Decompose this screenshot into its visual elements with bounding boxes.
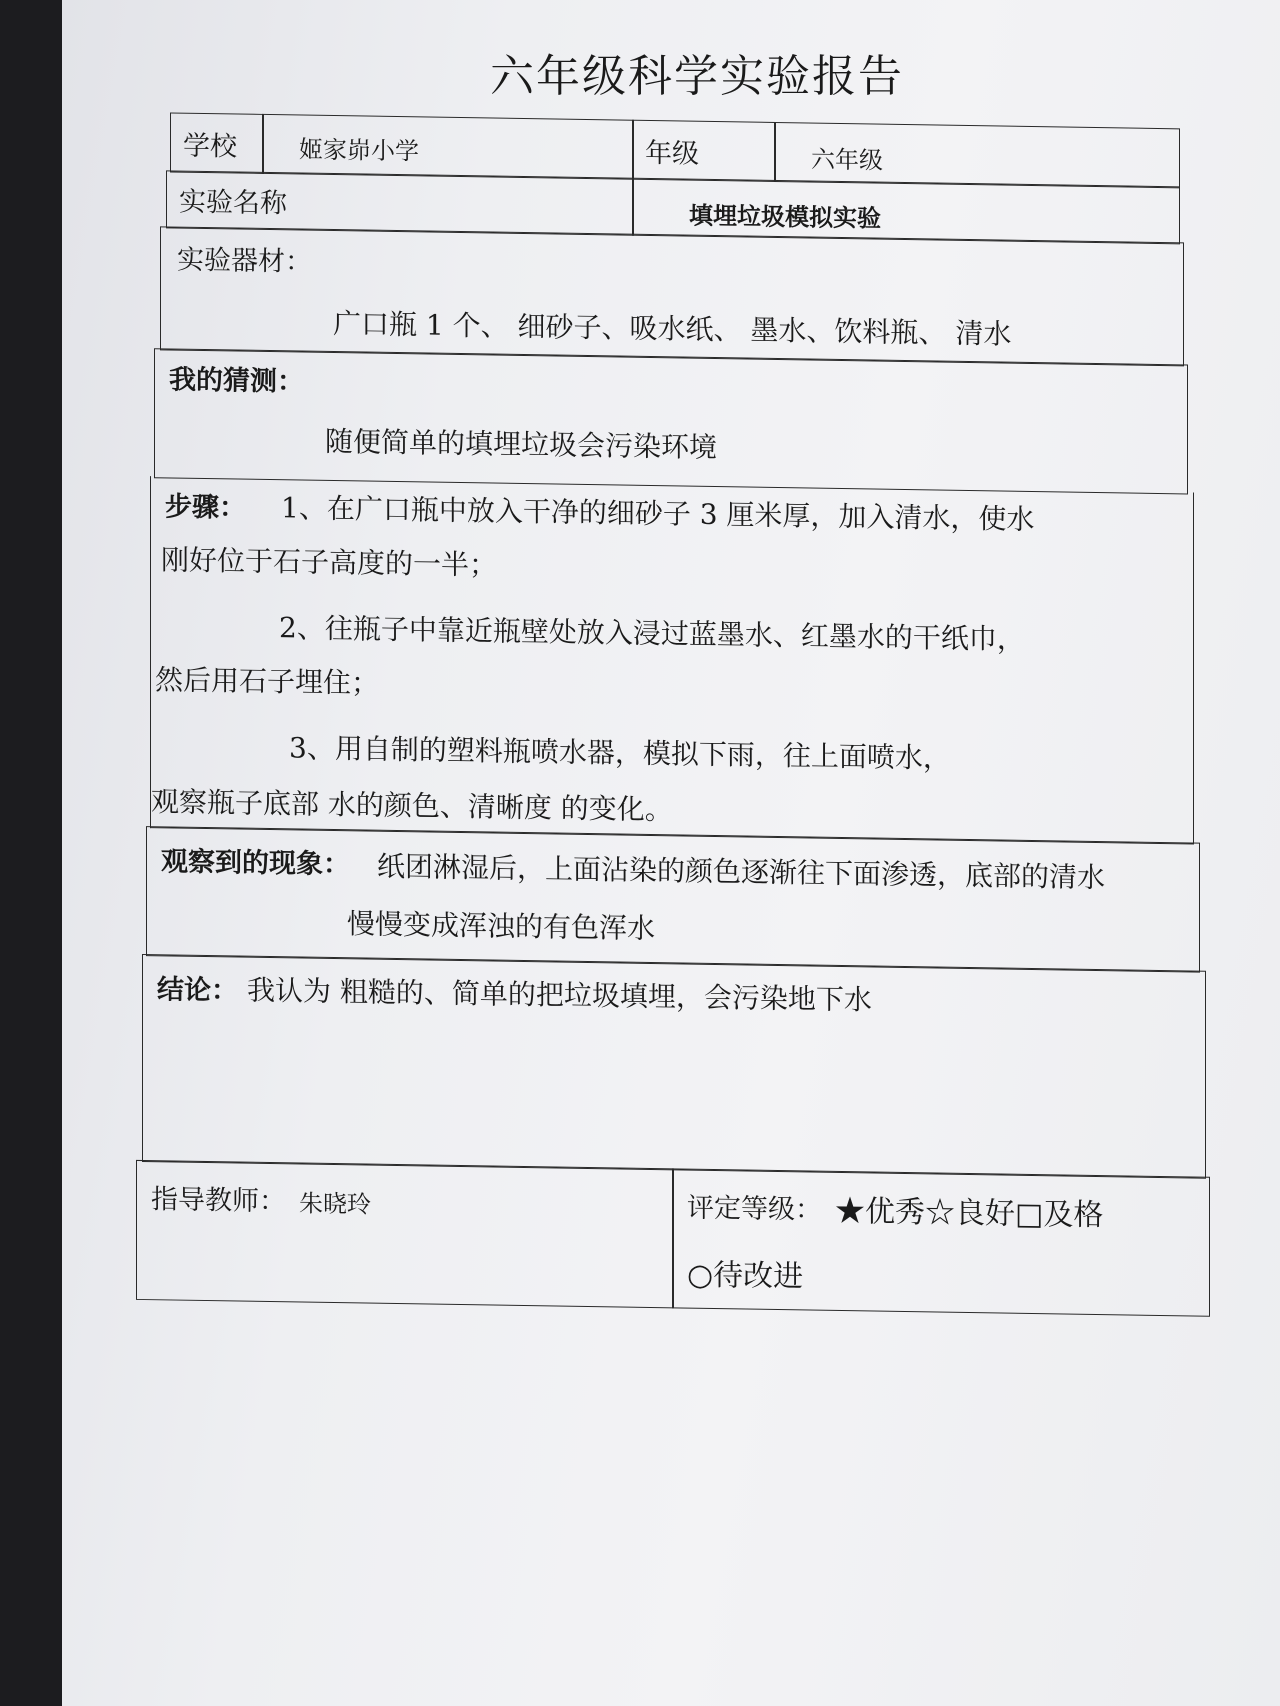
steps-label: 步骤： bbox=[165, 491, 246, 524]
step-2-line-1: 2、往瓶子中靠近瓶壁处放入浸过蓝墨水、红墨水的干纸巾， bbox=[279, 611, 1025, 656]
guess-value: 随便简单的填埋垃圾会污染环境 bbox=[325, 424, 718, 465]
experiment-name-value: 填埋垃圾模拟实验 bbox=[689, 200, 881, 233]
school-value-cell bbox=[262, 114, 634, 180]
report-title: 六年级科学实验报告 bbox=[490, 51, 904, 102]
school-value: 姬家峁小学 bbox=[299, 135, 419, 166]
school-label-cell bbox=[170, 112, 264, 173]
guess-label: 我的猜测： bbox=[169, 364, 304, 398]
materials-label: 实验器材： bbox=[177, 244, 312, 278]
observation-label: 观察到的现象： bbox=[161, 846, 350, 881]
report-form-table bbox=[140, 112, 1190, 1448]
steps-cell bbox=[150, 476, 1194, 844]
step-2-line-2: 然后用石子埋住； bbox=[155, 663, 380, 700]
experiment-name-label-cell bbox=[166, 170, 634, 235]
observation-line-1: 纸团淋湿后，上面沾染的颜色逐渐往下面渗透，底部的清水 bbox=[377, 849, 1106, 895]
teacher-cell bbox=[136, 1160, 674, 1308]
step-3-line-1: 3、用自制的塑料瓶喷水器，模拟下雨，往上面喷水， bbox=[289, 731, 951, 775]
guess-cell bbox=[154, 348, 1188, 494]
conclusion-label: 结论： bbox=[157, 974, 238, 1007]
step-1-line-2: 刚好位于石子高度的一半； bbox=[161, 543, 498, 582]
observation-cell bbox=[146, 826, 1200, 973]
grade-label-cell bbox=[632, 120, 776, 182]
conclusion-value: 我认为 粗糙的、简单的把垃圾填埋，会污染地下水 bbox=[247, 973, 872, 1017]
rating-cell bbox=[672, 1168, 1210, 1316]
experiment-name-label: 实验名称 bbox=[179, 186, 287, 220]
rating-options-line-2: ○待改进 bbox=[687, 1257, 804, 1295]
observation-line-2: 慢慢变成浑浊的有色浑水 bbox=[347, 907, 656, 946]
teacher-value: 朱晓玲 bbox=[299, 1189, 371, 1219]
materials-cell bbox=[160, 226, 1184, 366]
materials-value: 广口瓶 1 个、 细砂子、吸水纸、 墨水、饮料瓶、 清水 bbox=[333, 307, 1012, 351]
grade-value-cell bbox=[774, 122, 1180, 188]
step-1-line-1: 1、在广口瓶中放入干净的细砂子 3 厘米厚，加入清水，使水 bbox=[281, 491, 1035, 537]
teacher-label: 指导教师： bbox=[151, 1184, 286, 1218]
grade-value: 六年级 bbox=[811, 145, 883, 175]
rating-label: 评定等级： bbox=[687, 1192, 822, 1226]
school-label: 学校 bbox=[183, 130, 237, 163]
rating-options-line-1: ★优秀☆良好□及格 bbox=[835, 1193, 1104, 1234]
conclusion-cell bbox=[142, 954, 1206, 1179]
step-3-line-2: 观察瓶子底部 水的颜色、清晰度 的变化。 bbox=[151, 785, 673, 827]
grade-label: 年级 bbox=[645, 137, 699, 170]
